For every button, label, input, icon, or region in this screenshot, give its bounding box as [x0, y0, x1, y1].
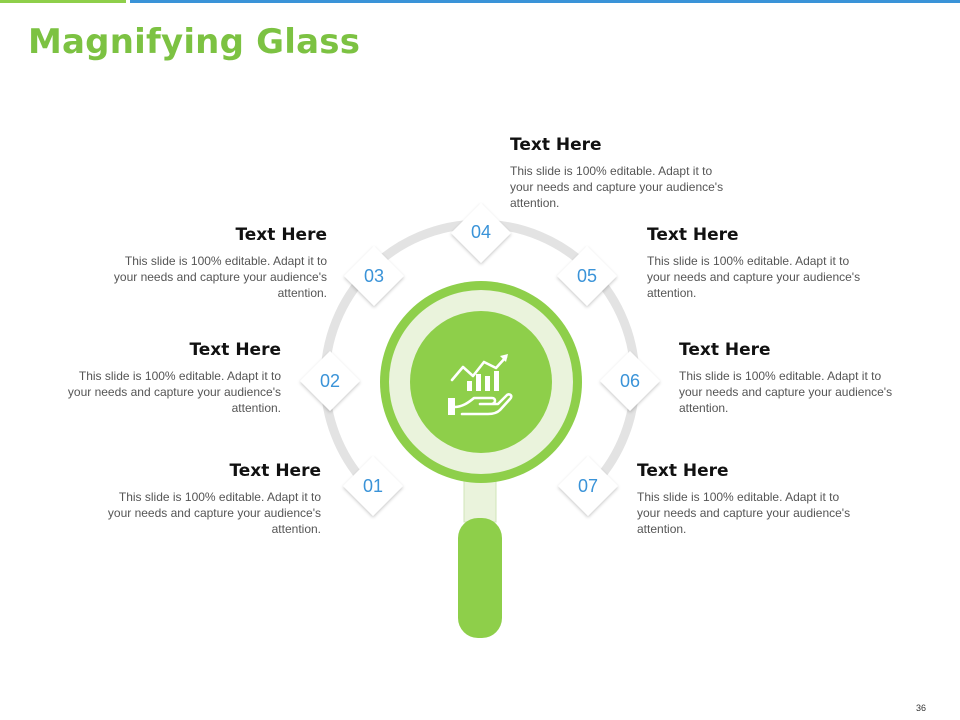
item-heading: Text Here	[189, 340, 281, 360]
item-body: This slide is 100% editable. Adapt it to your needs and capture your audience's attention.	[113, 254, 327, 300]
item-body: This slide is 100% editable. Adapt it to your needs and capture your audience's attention.	[637, 490, 851, 536]
item-heading: Text Here	[229, 461, 321, 481]
text-block-07	[637, 461, 852, 537]
step-number-02: 02	[319, 371, 341, 391]
text-block-05	[647, 225, 862, 301]
step-number-06: 06	[619, 371, 641, 391]
step-number-05: 05	[576, 266, 598, 286]
step-number-04: 04	[470, 222, 492, 242]
step-number-07: 07	[577, 476, 599, 496]
text-block-04	[510, 135, 725, 211]
text-block-02	[66, 340, 281, 416]
item-body: This slide is 100% editable. Adapt it to your needs and capture your audience's attention.	[679, 369, 893, 415]
item-body: This slide is 100% editable. Adapt it to your needs and capture your audience's attention.	[510, 164, 724, 210]
item-body: This slide is 100% editable. Adapt it to your needs and capture your audience's attention.	[647, 254, 861, 300]
item-heading: Text Here	[637, 461, 729, 481]
page-number: 36	[915, 703, 926, 713]
text-block-01	[106, 461, 321, 537]
text-block-03	[112, 225, 327, 301]
slide-title: Magnifying Glass	[28, 22, 361, 62]
item-heading: Text Here	[510, 135, 602, 155]
item-heading: Text Here	[235, 225, 327, 245]
glass-handle	[458, 518, 502, 638]
item-body: This slide is 100% editable. Adapt it to your needs and capture your audience's attention.	[107, 490, 321, 536]
text-block-06	[679, 340, 894, 416]
step-number-03: 03	[363, 266, 385, 286]
step-number-01: 01	[362, 476, 384, 496]
item-body: This slide is 100% editable. Adapt it to your needs and capture your audience's attention.	[67, 369, 281, 415]
item-heading: Text Here	[679, 340, 771, 360]
item-heading: Text Here	[647, 225, 739, 245]
